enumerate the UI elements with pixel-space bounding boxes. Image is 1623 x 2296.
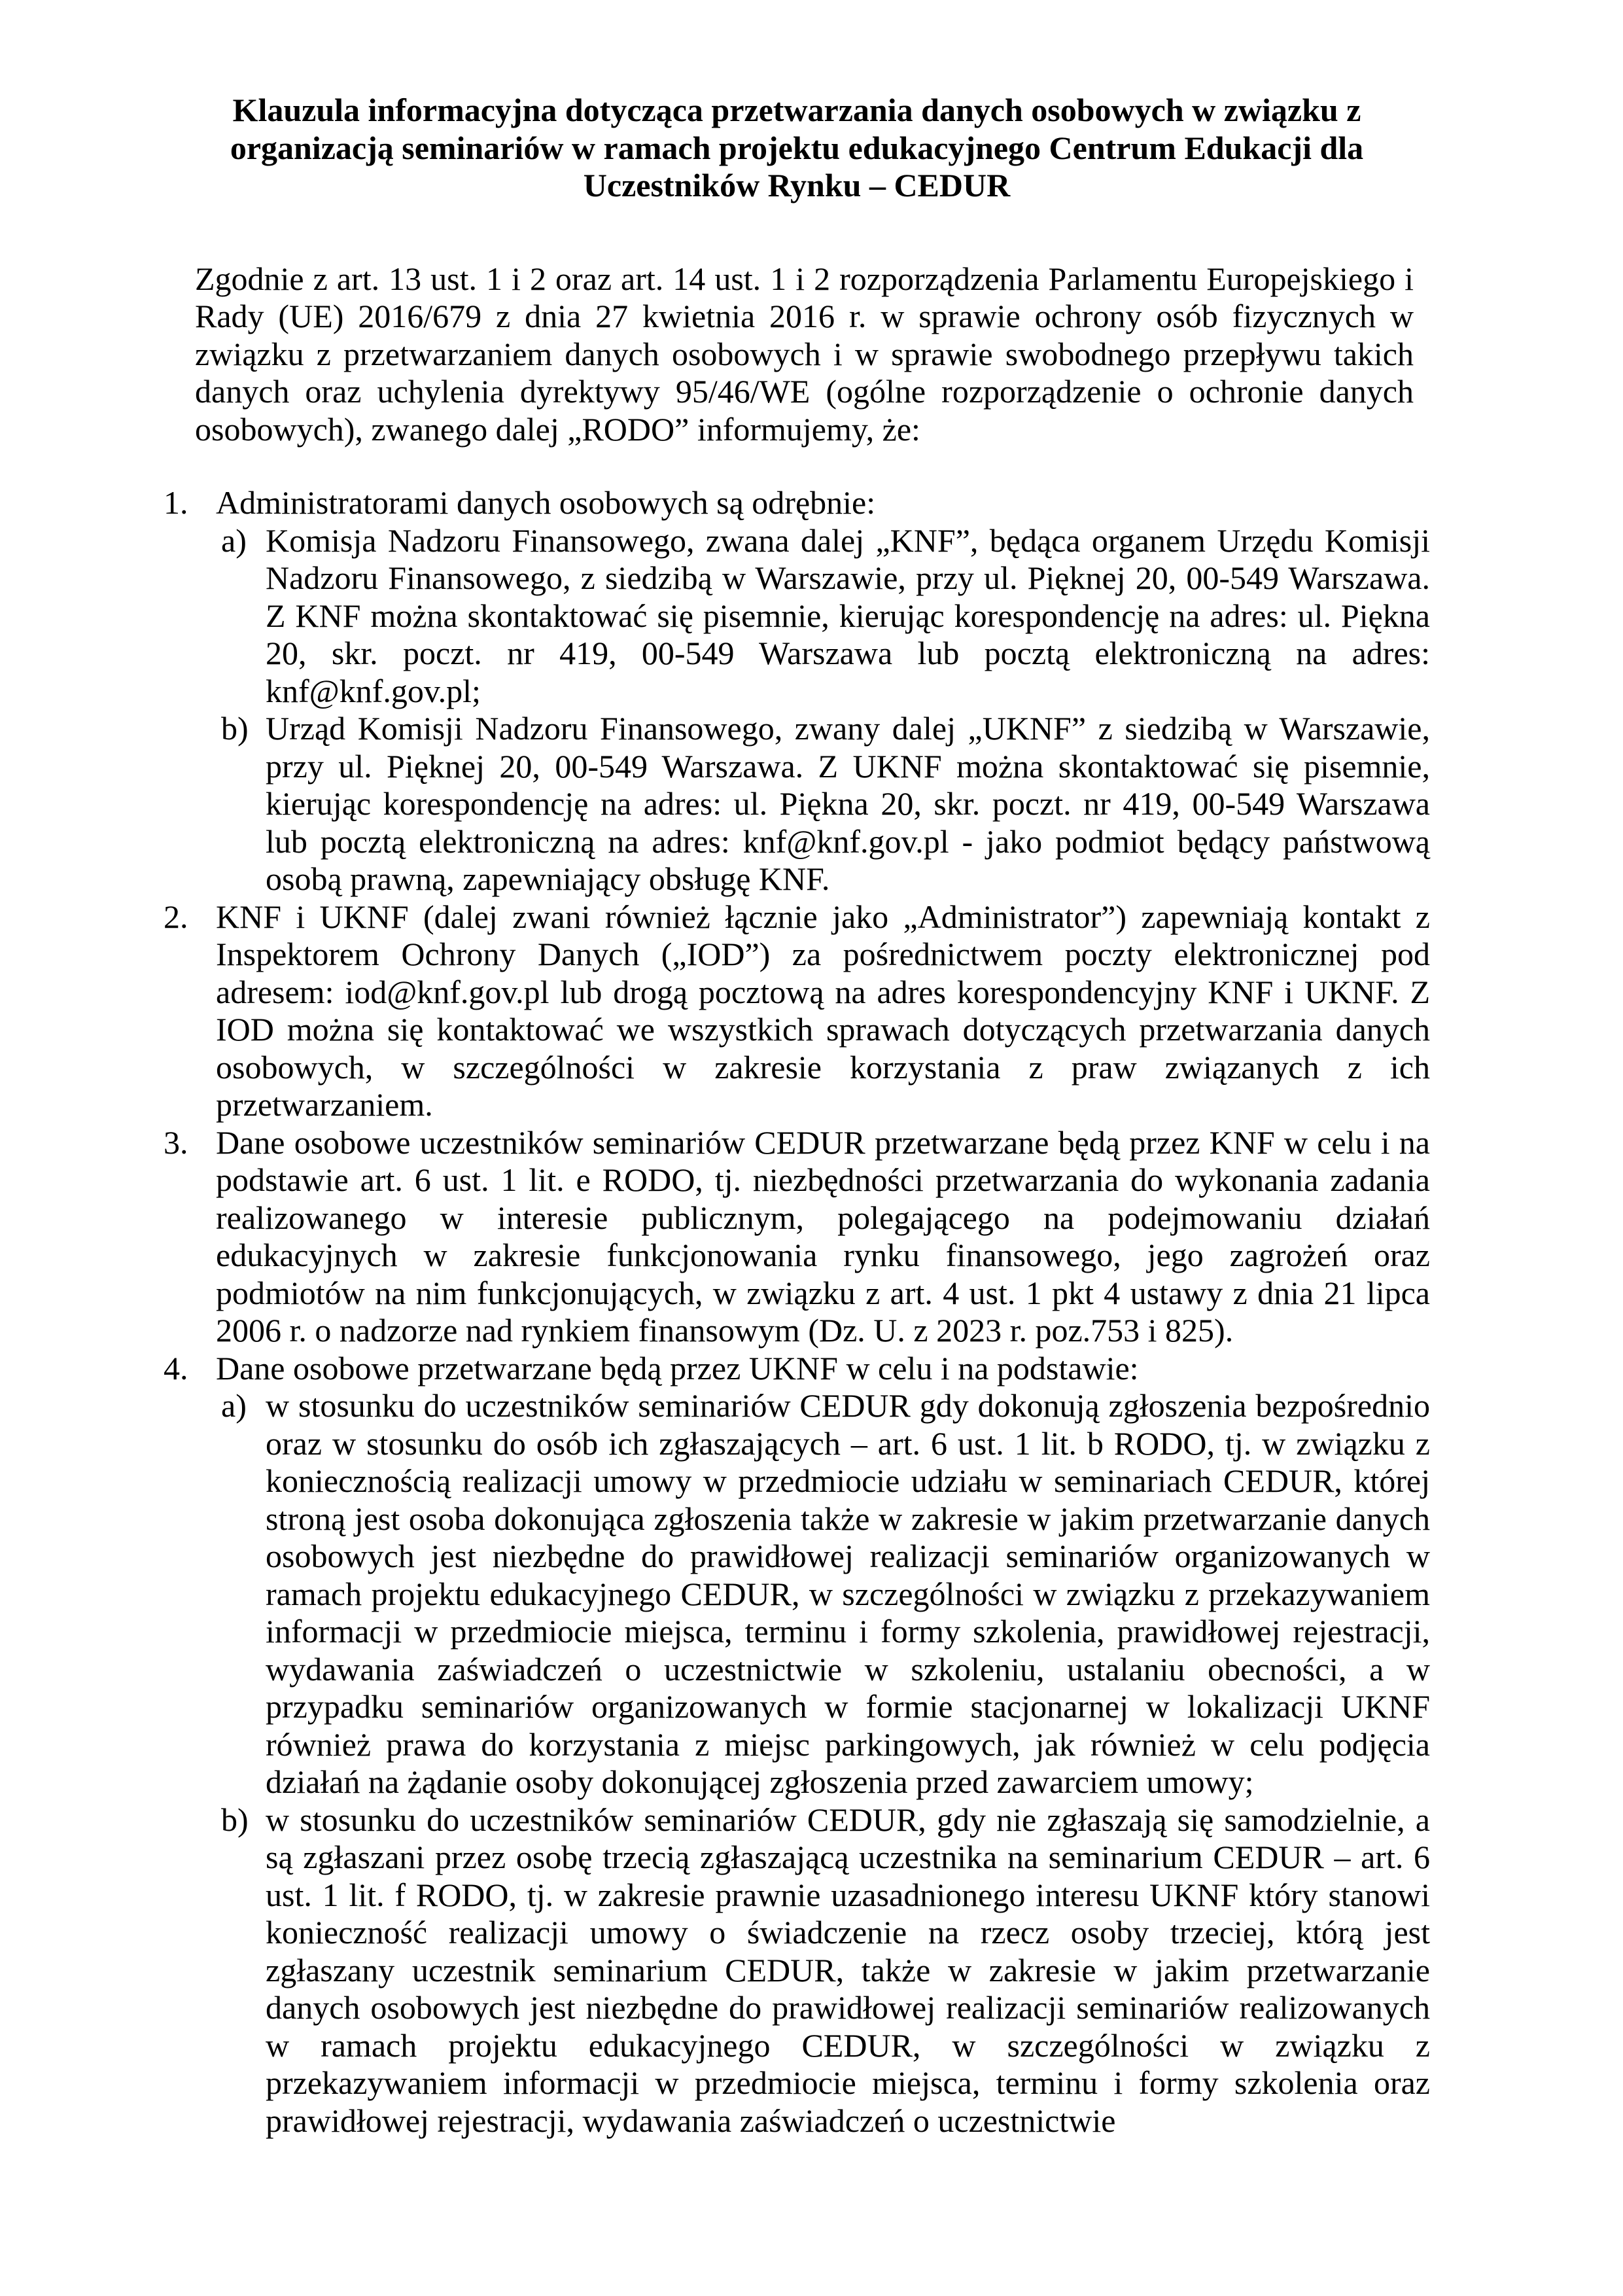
- list-item-1b-text: Urząd Komisji Nadzoru Finansowego, zwany dalej „UKNF” z siedzibą w Warszawie, przy ul. Pięknej 20, 00-549 Warszawa. Z UKNF można skontaktować się pisemnie, kierując korespondencję na adres: ul. Piękna 20, skr. poczt. nr 419, 00-549 Warszawa lub pocztą elektroniczną na adres: knf@knf.gov.pl - jako podmiot będący państwową osobą prawną, zapewniający obsługę KNF.: [266, 710, 1430, 897]
- list-item-2-number: 2.: [164, 898, 188, 935]
- numbered-list: [164, 484, 1430, 2140]
- list-item-1a-letter: a): [221, 521, 247, 559]
- list-item-4b: [221, 1801, 1430, 2140]
- list-item-1: [164, 484, 1430, 522]
- intro-paragraph: Zgodnie z art. 13 ust. 1 i 2 oraz art. 14 ust. 1 i 2 rozporządzenia Parlamentu Europejskiego i Rady (UE) 2016/679 z dnia 27 kwietnia 2016 r. w sprawie ochrony osób fizycznych w związku z przetwarzaniem danych osobowych i w sprawie swobodnego przepływu takich danych oraz uchylenia dyrektywy 95/46/WE (ogólne rozporządzenie o ochronie danych osobowych), zwanego dalej „RODO” informujemy, że:: [195, 260, 1414, 448]
- list-item-4b-text: w stosunku do uczestników seminariów CEDUR, gdy nie zgłaszają się samodzielnie, a są zgłaszani przez osobę trzecią zgłaszającą uczestnika na seminarium CEDUR – art. 6 ust. 1 lit. f RODO, tj. w zakresie prawnie uzasadnionego interesu UKNF który stanowi konieczność realizacji umowy o świadczenie na rzecz osoby trzeciej, którą jest zgłaszany uczestnik seminarium CEDUR, także w zakresie w jakim przetwarzanie danych osobowych jest niezbędne do prawidłowej realizacji seminariów realizowanych w ramach projektu edukacyjnego CEDUR, w szczególności w związku z przekazywaniem informacji w przedmiocie miejsca, terminu i formy szkolenia oraz prawidłowej rejestracji, wydawania zaświadczeń o uczestnictwie: [266, 1801, 1430, 2139]
- list-item-1a-text: Komisja Nadzoru Finansowego, zwana dalej „KNF”, będąca organem Urzędu Komisji Nadzoru Finansowego, z siedzibą w Warszawie, przy ul. Pięknej 20, 00-549 Warszawa. Z KNF można skontaktować się pisemnie, kierując korespondencję na adres: ul. Piękna 20, skr. poczt. nr 419, 00-549 Warszawa lub pocztą elektroniczną na adres: knf@knf.gov.pl;: [266, 521, 1430, 709]
- list-item-1b-letter: b): [221, 710, 249, 747]
- list-item-1a: [221, 522, 1430, 711]
- list-item-3-text: Dane osobowe uczestników seminariów CEDUR przetwarzane będą przez KNF w celu i na podstawie art. 6 ust. 1 lit. e RODO, tj. niezbędności przetwarzania do wykonania zadania realizowanego w interesie publicznym, polegającego na podejmowaniu działań edukacyjnych w zakresie funkcjonowania rynku finansowego, jego zagrożeń oraz podmiotów na nim funkcjonujących, w związku z art. 4 ust. 1 pkt 4 ustawy z dnia 21 lipca 2006 r. o nadzorze nad rynkiem finansowym (Dz. U. z 2023 r. poz.753 i 825).: [216, 1123, 1430, 1349]
- list-item-2-text: KNF i UKNF (dalej zwani również łącznie jako „Administrator”) zapewniają kontakt z Inspektorem Ochrony Danych („IOD”) za pośrednictwem poczty elektronicznej pod adresem: iod@knf.gov.pl lub drogą pocztową na adres korespondencyjny KNF i UKNF. Z IOD można się kontaktować we wszystkich sprawach dotyczących przetwarzania danych osobowych, w szczególności w zakresie korzystania z praw związanych z ich przetwarzaniem.: [216, 898, 1430, 1123]
- list-item-1b: [221, 710, 1430, 898]
- list-item-1-number: 1.: [164, 484, 188, 521]
- list-item-3: [164, 1124, 1430, 1350]
- list-item-4-number: 4.: [164, 1349, 188, 1386]
- list-item-4a-letter: a): [221, 1387, 247, 1424]
- list-item-3-number: 3.: [164, 1123, 188, 1161]
- list-item-4a: [221, 1387, 1430, 1801]
- list-item-4a-text: w stosunku do uczestników seminariów CEDUR gdy dokonują zgłoszenia bezpośrednio oraz w stosunku do osób ich zgłaszających – art. 6 ust. 1 lit. b RODO, tj. w związku z koniecznością realizacji umowy w przedmiocie udziału w seminariach CEDUR, której stroną jest osoba dokonująca zgłoszenia także w zakresie w jakim przetwarzanie danych osobowych jest niezbędne do prawidłowej realizacji seminariów organizowanych w ramach projektu edukacyjnego CEDUR, w szczególności w związku z przekazywaniem informacji w przedmiocie miejsca, terminu i formy szkolenia, prawidłowej rejestracji, wydawania zaświadczeń o uczestnictwie w szkoleniu, ustalaniu obecności, a w przypadku seminariów organizowanych w formie stacjonarnej w lokalizacji UKNF również prawa do korzystania z miejsc parkingowych, jak również w celu podjęcia działań na żądanie osoby dokonującej zgłoszenia przed zawarciem umowy;: [266, 1387, 1430, 1800]
- list-item-2: [164, 898, 1430, 1124]
- list-item-4: [164, 1350, 1430, 1388]
- document-title: Klauzula informacyjna dotycząca przetwarzania danych osobowych w związku z organizacją seminariów w ramach projektu edukacyjnego Centrum Edukacji dla Uczestników Rynku – CEDUR: [230, 92, 1364, 203]
- list-item-4b-letter: b): [221, 1801, 249, 1838]
- list-item-1-text: Administratorami danych osobowych są odrębnie:: [216, 484, 876, 521]
- list-item-4-text: Dane osobowe przetwarzane będą przez UKNF w celu i na podstawie:: [216, 1349, 1139, 1386]
